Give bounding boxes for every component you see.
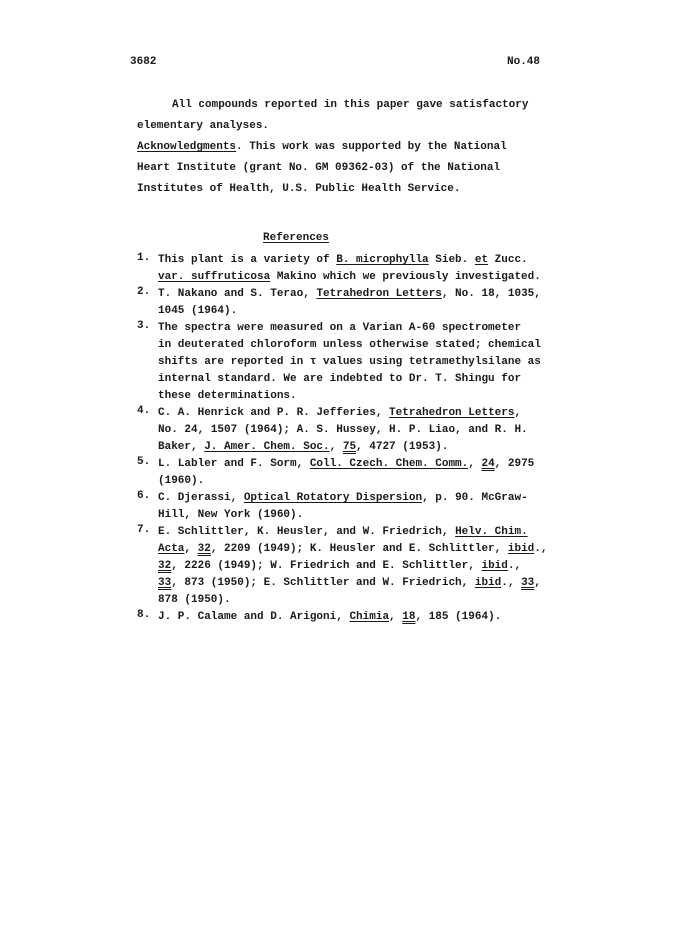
reference-4-line-3: Baker, J. Amer. Chem. Soc., 75, 4727 (1953).: [158, 441, 449, 453]
reference-number: 8.: [137, 609, 151, 621]
analyses-line-2: elementary analyses.: [137, 120, 270, 132]
reference-1-line-1: This plant is a variety of B. microphylla Sieb. et Zucc.: [158, 254, 528, 266]
acknowledgments-line-1: Acknowledgments. This work was supported by the National: [137, 141, 507, 153]
reference-4-line-2: No. 24, 1507 (1964); A. S. Hussey, H. P. Liao, and R. H.: [158, 424, 528, 436]
reference-6-line-2: Hill, New York (1960).: [158, 509, 304, 521]
acknowledgments-label: Acknowledgments: [137, 141, 237, 153]
reference-1-line-2: var. suffruticosa Makino which we previously investigated.: [158, 271, 541, 283]
reference-7-line-1: E. Schlittler, K. Heusler, and W. Friedrich, Helv. Chim.: [158, 526, 528, 538]
reference-5-line-1: L. Labler and F. Sorm, Coll. Czech. Chem. Comm., 24, 2975: [158, 458, 535, 470]
reference-number: 3.: [137, 320, 151, 332]
analyses-line-1: All compounds reported in this paper gave satisfactory: [172, 99, 529, 111]
page-number: 3682: [130, 56, 157, 68]
acknowledgments-line-3: Institutes of Health, U.S. Public Health Service.: [137, 183, 461, 195]
reference-number: 5.: [137, 456, 151, 468]
reference-3-line-5: these determinations.: [158, 390, 297, 402]
reference-3-line-1: The spectra were measured on a Varian A-60 spectrometer: [158, 322, 522, 334]
reference-2-line-1: T. Nakano and S. Terao, Tetrahedron Letters, No. 18, 1035,: [158, 288, 541, 300]
references-heading: References: [263, 232, 330, 244]
reference-number: 6.: [137, 490, 151, 502]
reference-7-line-2: Acta, 32, 2209 (1949); K. Heusler and E. Schlittler, ibid.,: [158, 543, 548, 555]
reference-3-line-2: in deuterated chloroform unless otherwise stated; chemical: [158, 339, 541, 351]
reference-8-line-1: J. P. Calame and D. Arigoni, Chimia, 18, 185 (1964).: [158, 611, 502, 623]
reference-7-line-5: 878 (1950).: [158, 594, 231, 606]
reference-number: 1.: [137, 252, 151, 264]
reference-number: 7.: [137, 524, 151, 536]
reference-7-line-4: 33, 873 (1950); E. Schlittler and W. Friedrich, ibid., 33,: [158, 577, 541, 589]
reference-3-line-4: internal standard. We are indebted to Dr. T. Shingu for: [158, 373, 522, 385]
reference-6-line-1: C. Djerassi, Optical Rotatory Dispersion, p. 90. McGraw-: [158, 492, 528, 504]
reference-4-line-1: C. A. Henrick and P. R. Jefferies, Tetrahedron Letters,: [158, 407, 522, 419]
reference-7-line-3: 32, 2226 (1949); W. Friedrich and E. Schlittler, ibid.,: [158, 560, 522, 572]
reference-number: 4.: [137, 405, 151, 417]
acknowledgments-line-2: Heart Institute (grant No. GM 09362-03) of the National: [137, 162, 501, 174]
reference-5-line-2: (1960).: [158, 475, 205, 487]
reference-3-line-3: shifts are reported in τ values using tetramethylsilane as: [158, 356, 541, 368]
reference-number: 2.: [137, 286, 151, 298]
reference-2-line-2: 1045 (1964).: [158, 305, 238, 317]
issue-number: No.48: [507, 56, 541, 68]
